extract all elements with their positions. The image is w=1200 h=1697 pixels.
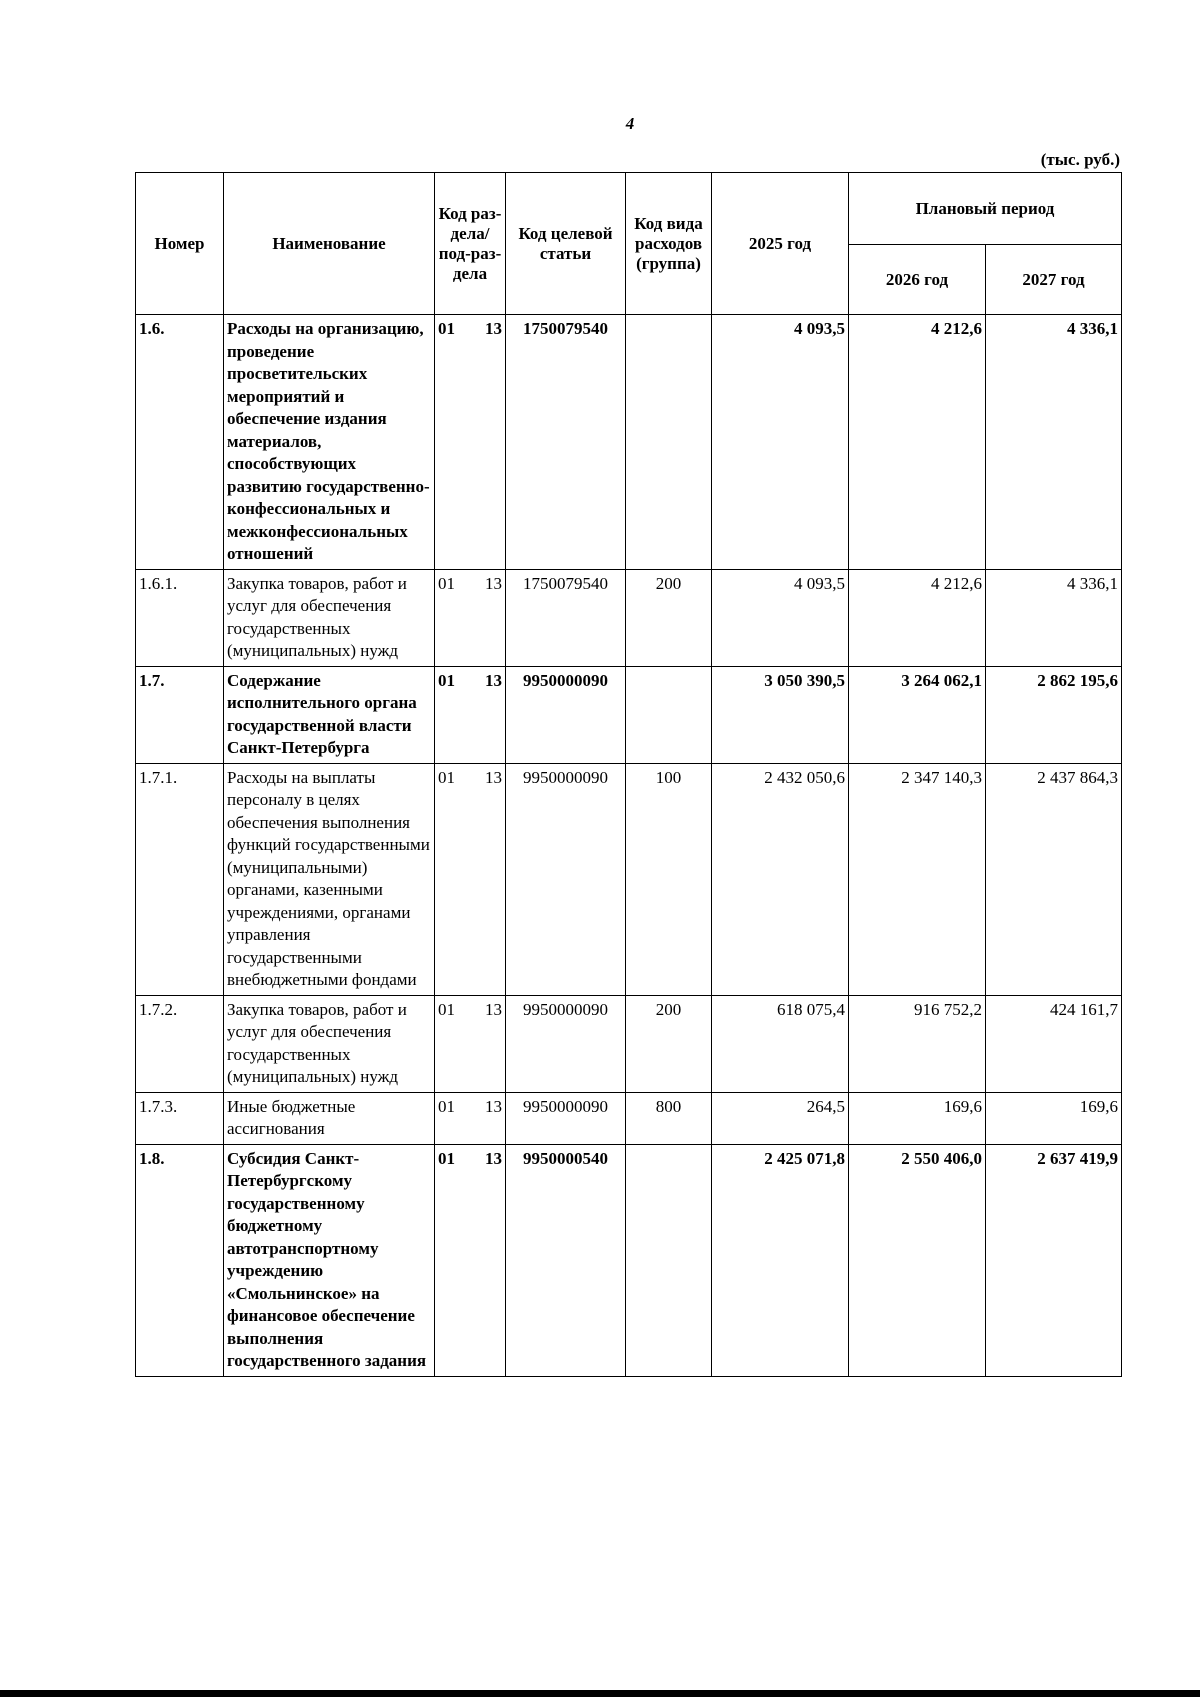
row-2026: 2 550 406,0: [849, 1144, 986, 1376]
row-2027: 2 637 419,9: [986, 1144, 1122, 1376]
header-planned-period: Плановый период: [849, 173, 1122, 245]
row-target-code: 9950000090: [506, 1092, 626, 1144]
table-row: [136, 995, 1122, 1092]
row-number: 1.8.: [136, 1144, 224, 1376]
row-number: 1.7.: [136, 666, 224, 763]
row-name: Содержание исполнительного органа государственной власти Санкт-Петербурга: [224, 666, 435, 763]
header-expense-type: Код вида расходов (группа): [626, 173, 712, 315]
row-target-code: 1750079540: [506, 315, 626, 570]
row-2026: 4 212,6: [849, 315, 986, 570]
row-section-code: [435, 569, 506, 666]
scan-bottom-border: [0, 1690, 1200, 1697]
row-2025: 618 075,4: [712, 995, 849, 1092]
header-name: Наименование: [224, 173, 435, 315]
row-number: 1.7.2.: [136, 995, 224, 1092]
row-subsection: 13: [485, 670, 502, 690]
row-2027: 169,6: [986, 1092, 1122, 1144]
row-2027: 2 862 195,6: [986, 666, 1122, 763]
row-target-code: 9950000090: [506, 995, 626, 1092]
row-2027: 2 437 864,3: [986, 763, 1122, 995]
row-section: 01: [438, 767, 455, 787]
row-section-code: [435, 995, 506, 1092]
header-year-2026: 2026 год: [849, 245, 986, 315]
row-number: 1.7.3.: [136, 1092, 224, 1144]
header-year-2025: 2025 год: [712, 173, 849, 315]
row-2026: 169,6: [849, 1092, 986, 1144]
row-2025: 264,5: [712, 1092, 849, 1144]
row-target-code: 9950000090: [506, 666, 626, 763]
row-section-code: [435, 1144, 506, 1376]
table-row: [136, 1144, 1122, 1376]
row-section: 01: [438, 1096, 455, 1116]
row-expense-type: [626, 1144, 712, 1376]
row-2026: 3 264 062,1: [849, 666, 986, 763]
row-name: Расходы на организацию, проведение просветительских мероприятий и обеспечение издания материалов, способствующих развитию государственно-конфессиональных и межконфессиональных отношений: [224, 315, 435, 570]
header-target-code: Код целевой статьи: [506, 173, 626, 315]
row-2026: 916 752,2: [849, 995, 986, 1092]
row-section: 01: [438, 1148, 455, 1168]
row-section: 01: [438, 999, 455, 1019]
row-2025: 2 425 071,8: [712, 1144, 849, 1376]
page-number: 4: [625, 114, 635, 133]
row-2025: 2 432 050,6: [712, 763, 849, 995]
row-subsection: 13: [485, 767, 502, 787]
row-section: 01: [438, 319, 455, 338]
row-subsection: 13: [485, 319, 502, 338]
row-subsection: 13: [485, 1096, 502, 1116]
header-year-2027: 2027 год: [986, 245, 1122, 315]
row-2025: 3 050 390,5: [712, 666, 849, 763]
row-2027: 424 161,7: [986, 995, 1122, 1092]
row-expense-type: 200: [626, 995, 712, 1092]
row-subsection: 13: [485, 573, 502, 593]
row-target-code: 9950000540: [506, 1144, 626, 1376]
row-name: Закупка товаров, работ и услуг для обеспечения государственных (муниципальных) нужд: [224, 569, 435, 666]
row-2027: 4 336,1: [986, 315, 1122, 570]
row-expense-type: 800: [626, 1092, 712, 1144]
row-section-code: [435, 315, 506, 570]
row-expense-type: [626, 666, 712, 763]
row-expense-type: 200: [626, 569, 712, 666]
row-number: 1.6.1.: [136, 569, 224, 666]
table-row: [136, 315, 1122, 570]
row-section: 01: [438, 670, 455, 690]
row-number: 1.7.1.: [136, 763, 224, 995]
units-label: (тыс. руб.): [1040, 150, 1120, 169]
row-2026: 4 212,6: [849, 569, 986, 666]
table-row: [136, 569, 1122, 666]
row-2026: 2 347 140,3: [849, 763, 986, 995]
row-target-code: 9950000090: [506, 763, 626, 995]
row-section-code: [435, 666, 506, 763]
row-subsection: 13: [485, 999, 502, 1019]
row-section: 01: [438, 573, 455, 593]
table-row: [136, 763, 1122, 995]
row-2027: 4 336,1: [986, 569, 1122, 666]
row-expense-type: [626, 315, 712, 570]
header-section-code: Код раз-дела/ под-раз-дела: [435, 173, 506, 315]
row-expense-type: 100: [626, 763, 712, 995]
row-2025: 4 093,5: [712, 569, 849, 666]
row-number: 1.6.: [136, 315, 224, 570]
header-number: Номер: [136, 173, 224, 315]
row-name: Субсидия Санкт-Петербургскому государственному бюджетному автотранспортному учреждению «Смольнинское» на финансовое обеспечение выполнения государственного задания: [224, 1144, 435, 1376]
row-name: Закупка товаров, работ и услуг для обеспечения государственных (муниципальных) нужд: [224, 995, 435, 1092]
row-section-code: [435, 763, 506, 995]
table-row: [136, 666, 1122, 763]
row-name: Иные бюджетные ассигнования: [224, 1092, 435, 1144]
row-subsection: 13: [485, 1148, 502, 1168]
row-section-code: [435, 1092, 506, 1144]
row-name: Расходы на выплаты персоналу в целях обеспечения выполнения функций государственными (муниципальными) органами, казенными учреждениями, органами управления государственными внебюджетными фондами: [224, 763, 435, 995]
budget-table: [135, 172, 1122, 1377]
row-target-code: 1750079540: [506, 569, 626, 666]
table-row: [136, 1092, 1122, 1144]
row-2025: 4 093,5: [712, 315, 849, 570]
